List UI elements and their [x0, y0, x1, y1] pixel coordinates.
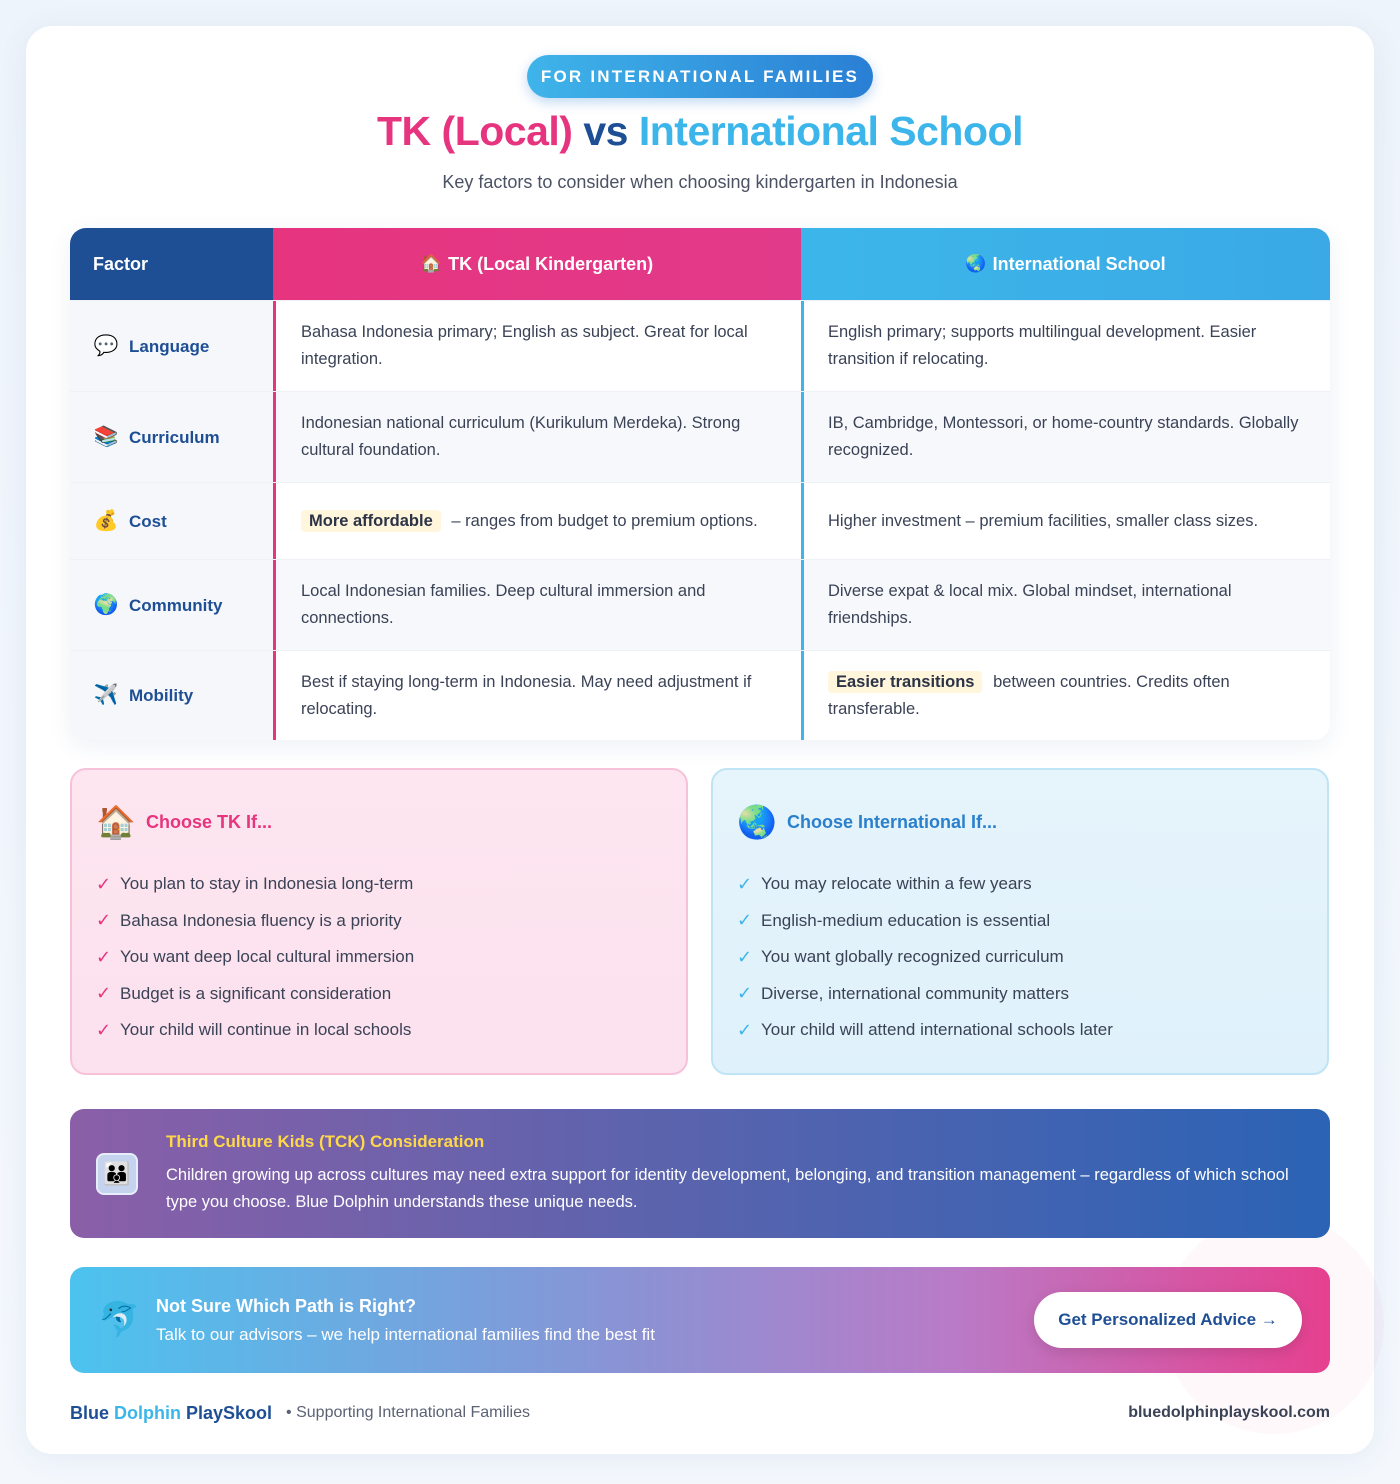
earth-icon: 🌍 [93, 593, 119, 616]
tk-cell: Best if staying long-term in Indonesia. May need adjustment if relocating. [273, 651, 801, 740]
list-item-text: Budget is a significant consideration [120, 983, 392, 1003]
website-link[interactable]: bluedolphinplayskool.com [1128, 1404, 1330, 1421]
cta-title: Not Sure Which Path is Right? [156, 1295, 416, 1316]
list-item-text: Your child will attend international schools later [761, 1020, 1113, 1040]
list-item [737, 976, 1303, 1013]
list-item [737, 866, 1303, 903]
list-item-text: You may relocate within a few years [761, 874, 1032, 894]
footer [70, 1400, 1330, 1426]
header-tk [273, 228, 801, 300]
list-item-text: English-medium education is essential [761, 910, 1051, 930]
table-row [70, 482, 1330, 559]
family-icon: 👪 [96, 1153, 138, 1195]
choose-intl-card [711, 768, 1329, 1075]
globe-icon: 🌏 [737, 804, 777, 840]
checkmark-icon: ✓ [96, 946, 112, 967]
speech-bubble-icon: 💬 [93, 334, 119, 357]
table-row [70, 559, 1330, 650]
brand-logo [70, 1403, 272, 1424]
list-item [96, 939, 662, 976]
house-icon: 🏠 [420, 254, 443, 273]
list-item [96, 903, 662, 940]
intl-cell [801, 651, 1330, 740]
table-row [70, 391, 1330, 482]
highlight-badge: Easier transitions [828, 671, 982, 693]
factor-cell [70, 560, 273, 650]
list-item [737, 903, 1303, 940]
intl-cell: English primary; supports multilingual development. Easier transition if relocating. [801, 301, 1330, 391]
tk-cell: Bahasa Indonesia primary; English as subject. Great for local integration. [273, 301, 801, 391]
brand-part: PlaySkool [181, 1402, 273, 1423]
list-item-text: Your child will continue in local schools [120, 1020, 412, 1040]
table-row [70, 650, 1330, 740]
audience-badge: FOR INTERNATIONAL FAMILIES [527, 55, 873, 98]
tk-cell: Local Indonesian families. Deep cultural immersion and connections. [273, 560, 801, 650]
header-factor: Factor [70, 228, 273, 300]
list-item [737, 1012, 1303, 1049]
tk-cell: Indonesian national curriculum (Kurikulum Merdeka). Strong cultural foundation. [273, 392, 801, 482]
title-tk: TK (Local) [377, 108, 573, 154]
comparison-table [70, 228, 1330, 740]
factor-cell [70, 651, 273, 740]
table-header [70, 228, 1330, 300]
list-item [96, 866, 662, 903]
books-icon: 📚 [93, 425, 119, 448]
checkmark-icon: ✓ [737, 946, 753, 967]
factor-label: Mobility [129, 686, 194, 705]
header-intl-label: International School [992, 253, 1166, 274]
choose-tk-list [96, 866, 662, 1049]
house-icon: 🏠 [96, 804, 136, 840]
checkmark-icon: ✓ [737, 1019, 753, 1040]
footer-tagline: • Supporting International Families [286, 1404, 530, 1421]
globe-icon: 🌏 [965, 254, 987, 273]
title-vs: vs [583, 108, 628, 154]
list-item-text: You want globally recognized curriculum [761, 947, 1064, 967]
cta-content [156, 1296, 655, 1345]
checkmark-icon: ✓ [737, 983, 753, 1004]
money-bag-icon: 💰 [93, 509, 119, 532]
choose-tk-heading [96, 800, 662, 844]
table-body [70, 300, 1330, 740]
choose-tk-card [70, 768, 688, 1075]
brand-part: Dolphin [114, 1402, 181, 1423]
factor-cell [70, 301, 273, 391]
header-tk-label: TK (Local Kindergarten) [448, 253, 654, 274]
list-item [96, 976, 662, 1013]
factor-label: Cost [129, 511, 167, 531]
checkmark-icon: ✓ [96, 910, 112, 931]
checkmark-icon: ✓ [96, 873, 112, 894]
checkmark-icon: ✓ [737, 873, 753, 894]
factor-label: Curriculum [129, 427, 220, 447]
tck-text: Children growing up across cultures may need extra support for identity development, belonging, and transition management – regardless of which school type you choose. Blue Dolphin understands these unique needs. [166, 1165, 1289, 1211]
tck-content [166, 1132, 1304, 1216]
list-item [96, 1012, 662, 1049]
header-intl [801, 228, 1330, 300]
choose-intl-heading [737, 800, 1303, 844]
factor-label: Community [129, 595, 223, 615]
cta-text: Talk to our advisors – we help international families find the best fit [156, 1324, 655, 1344]
factor-cell [70, 392, 273, 482]
checkmark-icon: ✓ [96, 983, 112, 1004]
highlight-badge: More affordable [301, 510, 441, 532]
factor-cell [70, 483, 273, 559]
table-row [70, 300, 1330, 391]
tk-cell [273, 483, 801, 559]
choose-intl-list [737, 866, 1303, 1049]
tck-banner [70, 1109, 1330, 1238]
airplane-icon: ✈️ [93, 684, 119, 706]
page-subtitle: Key factors to consider when choosing kindergarten in Indonesia [442, 172, 958, 192]
factor-label: Language [129, 336, 210, 356]
choose-intl-title: Choose International If... [787, 811, 998, 832]
brand-part: Blue [70, 1402, 115, 1423]
get-advice-button[interactable]: Get Personalized Advice → [1034, 1292, 1302, 1348]
page-title [0, 108, 1400, 155]
choose-tk-title: Choose TK If... [146, 811, 272, 832]
list-item-text: You want deep local cultural immersion [120, 947, 415, 967]
list-item-text: You plan to stay in Indonesia long-term [120, 874, 414, 894]
dolphin-icon: 🐬 [98, 1301, 141, 1339]
checkmark-icon: ✓ [96, 1019, 112, 1040]
title-intl: International School [638, 108, 1023, 154]
intl-cell: IB, Cambridge, Montessori, or home-country standards. Globally recognized. [801, 392, 1330, 482]
list-item-text: Bahasa Indonesia fluency is a priority [120, 910, 402, 930]
cta-banner [70, 1267, 1330, 1373]
tck-title: Third Culture Kids (TCK) Consideration [166, 1131, 485, 1151]
list-item [737, 939, 1303, 976]
intl-cell: Diverse expat & local mix. Global mindset, international friendships. [801, 560, 1330, 650]
tk-cell-text: – ranges from budget to premium options. [451, 511, 758, 530]
list-item-text: Diverse, international community matters [761, 983, 1070, 1003]
intl-cell-text: between countries. Credits often transferable. [828, 672, 1230, 718]
intl-cell: Higher investment – premium facilities, smaller class sizes. [801, 483, 1330, 559]
checkmark-icon: ✓ [737, 910, 753, 931]
